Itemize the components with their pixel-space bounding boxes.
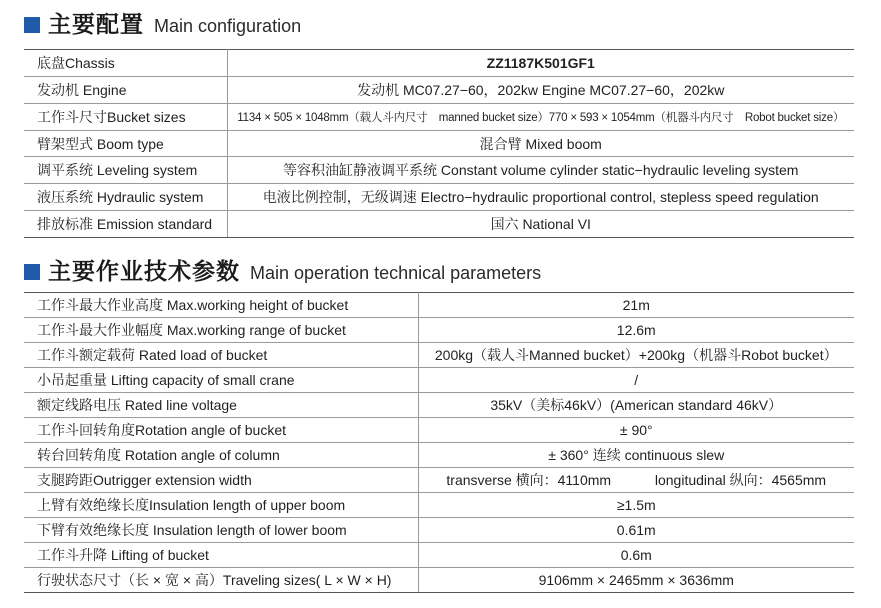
longitudinal-value: longitudinal 纵向：4565mm <box>654 472 827 488</box>
row-label: 臂架型式 Boom type <box>24 131 227 157</box>
parameters-table <box>24 292 854 593</box>
row-label: 工作斗回转角度Rotation angle of bucket <box>24 418 418 443</box>
row-value: 国六 National VI <box>227 211 854 238</box>
row-value: ± 360° 连续 continuous slew <box>418 443 854 468</box>
row-label: 上臂有效绝缘长度Insulation length of upper boom <box>24 493 418 518</box>
row-label: 排放标准 Emission standard <box>24 211 227 238</box>
main-configuration-heading <box>24 6 301 39</box>
square-bullet-icon <box>24 17 40 33</box>
section-title-zh: 主要作业技术参数 <box>48 259 240 285</box>
row-label: 工作斗额定载荷 Rated load of bucket <box>24 343 418 368</box>
table-row <box>24 318 854 343</box>
row-label: 工作斗最大作业幅度 Max.working range of bucket <box>24 318 418 343</box>
row-label: 转台回转角度 Rotation angle of column <box>24 443 418 468</box>
table-row <box>24 468 854 493</box>
row-label: 下臂有效绝缘长度 Insulation length of lower boom <box>24 518 418 543</box>
row-value: ≥1.5m <box>418 493 854 518</box>
row-value-split <box>418 468 854 493</box>
table-row <box>24 104 854 131</box>
row-label: 额定线路电压 Rated line voltage <box>24 393 418 418</box>
table-row <box>24 77 854 104</box>
row-label: 发动机 Engine <box>24 77 227 104</box>
table-row <box>24 131 854 157</box>
row-value: / <box>418 368 854 393</box>
table-row <box>24 418 854 443</box>
table-row <box>24 443 854 468</box>
table-row <box>24 50 854 77</box>
table-row <box>24 293 854 318</box>
row-label: 底盘Chassis <box>24 50 227 77</box>
row-value: 35kV（美标46kV）(American standard 46kV） <box>418 393 854 418</box>
row-value: 等容积油缸静液调平系统 Constant volume cylinder static−hydraulic leveling system <box>227 157 854 184</box>
main-operation-parameters-heading <box>24 253 541 286</box>
row-label: 工作斗升降 Lifting of bucket <box>24 543 418 568</box>
table-row <box>24 157 854 184</box>
square-bullet-icon <box>24 264 40 280</box>
row-value: 电液比例控制，无级调速 Electro−hydraulic proportional control, stepless speed regulation <box>227 184 854 211</box>
row-value: 发动机 MC07.27−60，202kw Engine MC07.27−60，202kw <box>227 77 854 104</box>
row-value: 1134 × 505 × 1048mm（载人斗内尺寸 manned bucket size）770 × 593 × 1054mm（机器斗内尺寸 Robot bucket size） <box>227 104 854 131</box>
section-title-en: Main operation technical parameters <box>250 263 542 283</box>
row-label: 调平系统 Leveling system <box>24 157 227 184</box>
row-value: 混合臂 Mixed boom <box>227 131 854 157</box>
table-row <box>24 393 854 418</box>
table-row <box>24 568 854 593</box>
section-title-en: Main configuration <box>154 16 302 36</box>
transverse-value: transverse 横向：4110mm <box>446 472 612 488</box>
row-value: 0.6m <box>418 543 854 568</box>
section-title-zh: 主要配置 <box>48 12 144 38</box>
table-row <box>24 211 854 238</box>
table-row <box>24 368 854 393</box>
table-row <box>24 343 854 368</box>
row-label: 工作斗最大作业高度 Max.working height of bucket <box>24 293 418 318</box>
table-row <box>24 518 854 543</box>
table-row <box>24 184 854 211</box>
row-value: ± 90° <box>418 418 854 443</box>
row-value: 9106mm × 2465mm × 3636mm <box>418 568 854 593</box>
row-value: 0.61m <box>418 518 854 543</box>
row-value: 21m <box>418 293 854 318</box>
table-row <box>24 543 854 568</box>
row-label: 液压系统 Hydraulic system <box>24 184 227 211</box>
table-row <box>24 493 854 518</box>
row-label: 小吊起重量 Lifting capacity of small crane <box>24 368 418 393</box>
row-label: 工作斗尺寸Bucket sizes <box>24 104 227 131</box>
row-value: 12.6m <box>418 318 854 343</box>
row-label: 支腿跨距Outrigger extension width <box>24 468 418 493</box>
configuration-table <box>24 49 854 238</box>
row-label: 行驶状态尺寸（长 × 宽 × 高）Traveling sizes( L × W × H) <box>24 568 418 593</box>
row-value: 200kg（载人斗Manned bucket）+200kg（机器斗Robot bucket） <box>418 343 854 368</box>
row-value: ZZ1187K501GF1 <box>227 50 854 77</box>
